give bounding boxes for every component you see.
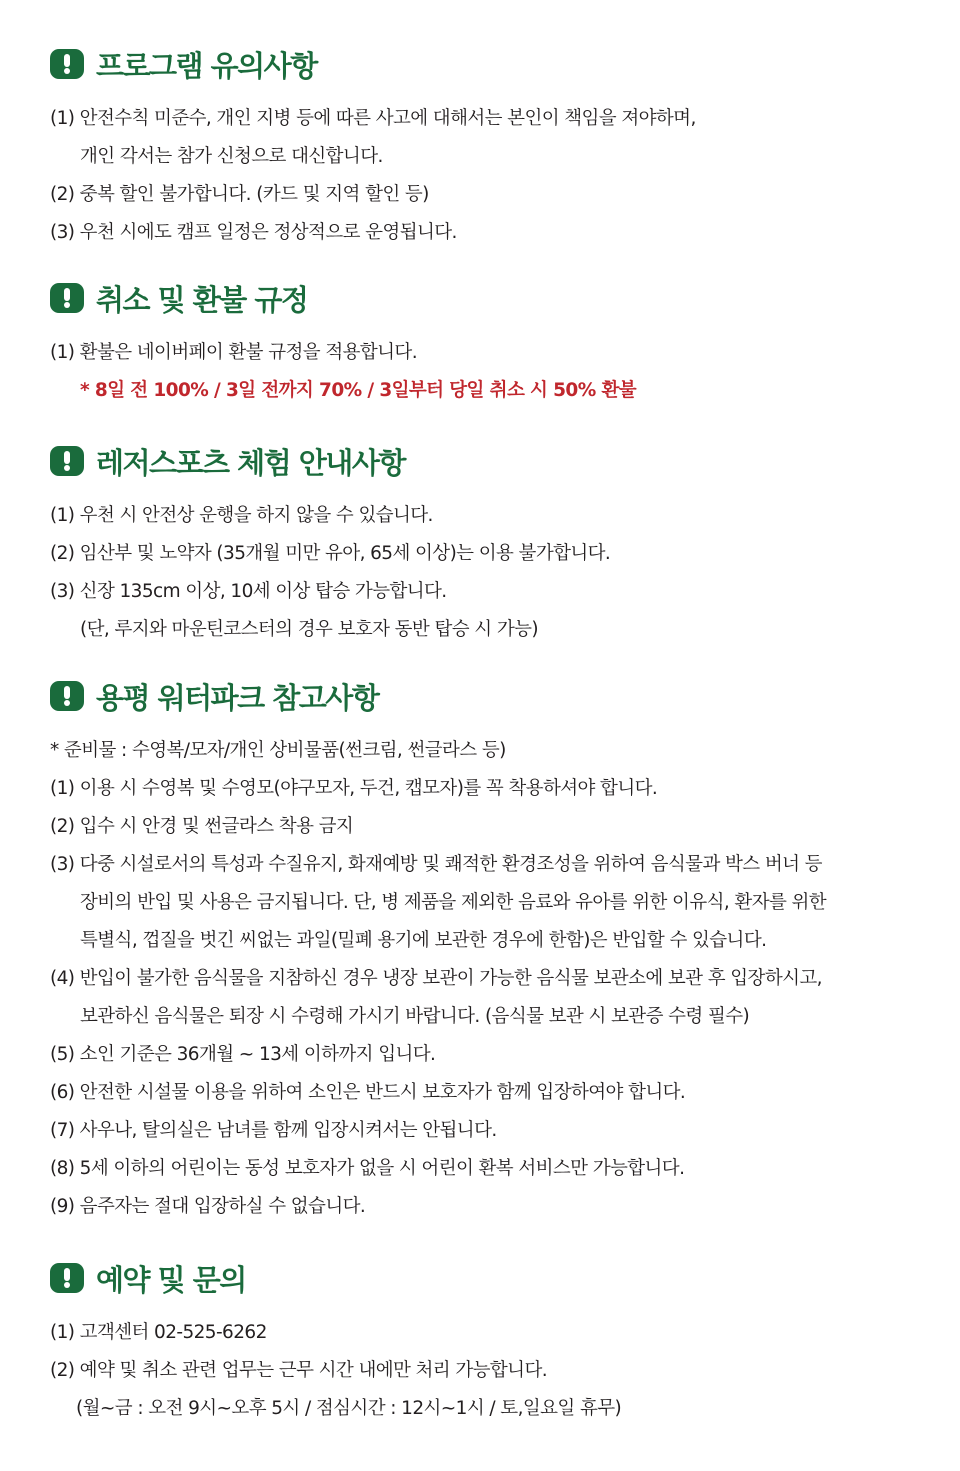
refund-rates-note: * 8일 전 100% / 3일 전까지 70% / 3일부터 당일 취소 시 50% 환불 xyxy=(80,380,637,401)
business-hours: (월~금 : 오전 9시~오후 5시 / 점심시간 : 12시~1시 / 토,일요일 휴무) xyxy=(76,1398,622,1419)
notice-line: (9) 음주자는 절대 입장하실 수 없습니다. xyxy=(50,1196,366,1217)
section-title: 취소 및 환불 규정 xyxy=(96,282,308,317)
notice-line: 개인 각서는 참가 신청으로 대신합니다. xyxy=(80,146,383,167)
notice-line: (2) 중복 할인 불가합니다. (카드 및 지역 할인 등) xyxy=(50,184,429,205)
notice-line: (1) 안전수칙 미준수, 개인 지병 등에 따른 사고에 대해서는 본인이 책임을 져야하며, xyxy=(50,108,696,129)
notice-line: (2) 예약 및 취소 관련 업무는 근무 시간 내에만 처리 가능합니다. xyxy=(50,1360,547,1381)
notice-line: (2) 임산부 및 노약자 (35개월 미만 유아, 65세 이상)는 이용 불가합니다. xyxy=(50,543,611,564)
section-heading xyxy=(50,1258,246,1298)
section-title: 예약 및 문의 xyxy=(96,1262,246,1297)
notice-line: (7) 사우나, 탈의실은 남녀를 함께 입장시켜서는 안됩니다. xyxy=(50,1120,497,1141)
notice-line: (1) 환불은 네이버페이 환불 규정을 적용합니다. xyxy=(50,342,417,363)
exclamation-icon xyxy=(50,681,84,711)
notice-line: * 준비물 : 수영복/모자/개인 상비물품(썬크림, 썬글라스 등) xyxy=(50,740,506,761)
notice-line: (3) 우천 시에도 캠프 일정은 정상적으로 운영됩니다. xyxy=(50,222,457,243)
notice-line: (4) 반입이 불가한 음식물을 지참하신 경우 냉장 보관이 가능한 음식물 보관소에 보관 후 입장하시고, xyxy=(50,968,822,989)
section-title: 용평 워터파크 참고사항 xyxy=(96,680,379,715)
section-heading xyxy=(50,676,378,716)
notice-line: (8) 5세 이하의 어린이는 동성 보호자가 없을 시 어린이 환복 서비스만 가능합니다. xyxy=(50,1158,685,1179)
notice-line: (2) 입수 시 안경 및 썬글라스 착용 금지 xyxy=(50,816,354,837)
section-heading xyxy=(50,441,405,481)
section-title: 프로그램 유의사항 xyxy=(96,48,317,83)
exclamation-icon xyxy=(50,49,84,79)
section-heading xyxy=(50,44,317,84)
notice-line: 장비의 반입 및 사용은 금지됩니다. 단, 병 제품을 제외한 음료와 유아를 위한 이유식, 환자를 위한 xyxy=(80,892,827,913)
notice-line: (3) 신장 135cm 이상, 10세 이상 탑승 가능합니다. xyxy=(50,581,447,602)
exclamation-icon xyxy=(50,283,84,313)
exclamation-icon xyxy=(50,1263,84,1293)
notice-line: 보관하신 음식물은 퇴장 시 수령해 가시기 바랍니다. (음식물 보관 시 보관증 수령 필수) xyxy=(80,1006,750,1027)
section-title: 레저스포츠 체험 안내사항 xyxy=(96,445,405,480)
section-heading xyxy=(50,278,307,318)
notice-line: (1) 우천 시 안전상 운행을 하지 않을 수 있습니다. xyxy=(50,505,433,526)
notice-line: (6) 안전한 시설물 이용을 위하여 소인은 반드시 보호자가 함께 입장하여야 합니다. xyxy=(50,1082,686,1103)
exclamation-icon xyxy=(50,446,84,476)
notice-line: (3) 다중 시설로서의 특성과 수질유지, 화재예방 및 쾌적한 환경조성을 위하여 음식물과 박스 버너 등 xyxy=(50,854,822,875)
notice-line: (1) 이용 시 수영복 및 수영모(야구모자, 두건, 캡모자)를 꼭 착용하셔야 합니다. xyxy=(50,778,658,799)
notice-line: (단, 루지와 마운틴코스터의 경우 보호자 동반 탑승 시 가능) xyxy=(80,619,538,640)
notice-line: (5) 소인 기준은 36개월 ~ 13세 이하까지 입니다. xyxy=(50,1044,436,1065)
customer-center-phone: (1) 고객센터 02-525-6262 xyxy=(50,1322,267,1343)
notice-line: 특별식, 껍질을 벗긴 씨없는 과일(밀폐 용기에 보관한 경우에 한함)은 반입할 수 있습니다. xyxy=(80,930,767,951)
